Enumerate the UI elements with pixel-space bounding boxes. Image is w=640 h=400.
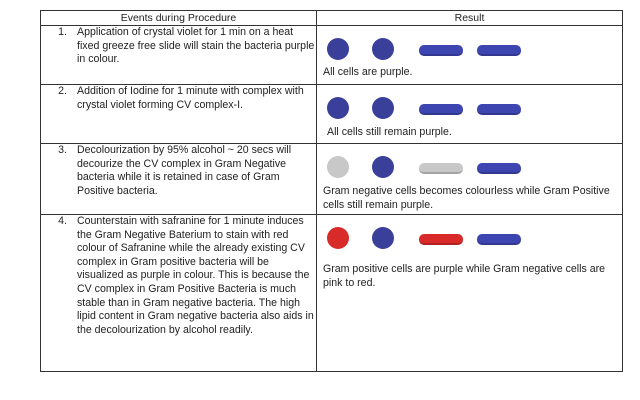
table-row bbox=[41, 144, 623, 215]
coccus-cell bbox=[327, 97, 349, 119]
event-text: Application of crystal violet for 1 min on a heat fixed greeze free slide will stain the bacteria purple in colour. bbox=[77, 26, 315, 66]
cell-illustration bbox=[327, 154, 617, 180]
coccus-cell bbox=[327, 227, 349, 249]
result-cell bbox=[317, 26, 623, 85]
rod-cell bbox=[477, 45, 521, 56]
event-cell bbox=[41, 144, 317, 215]
result-text: Gram negative cells becomes colourless while Gram Positive cells still remain purple. bbox=[323, 185, 610, 211]
coccus-cell bbox=[372, 97, 394, 119]
rod-cell bbox=[419, 45, 463, 56]
event-text: Addition of Iodine for 1 minute with complex with crystal violet forming CV complex-I. bbox=[77, 85, 304, 111]
coccus-cell bbox=[372, 38, 394, 60]
event-text: Counterstain with safranine for 1 minute induces the Gram Negative Baterium to stain with red colour of Safranine while the already existing CV complex in Gram positive bacteria will be visualized as purple in colour. This is because the CV complex in Gram Positive Bacteria is much stable than in Gram negative bacteria. The high lipid content in Gram negative bacteria also aids in the decolourization by alcohol readily. bbox=[77, 215, 314, 336]
result-text: Gram positive cells are purple while Gram negative cells are pink to red. bbox=[323, 263, 606, 289]
cell-illustration bbox=[327, 36, 617, 62]
step-number: 1. bbox=[58, 26, 67, 38]
result-text: All cells are purple. bbox=[323, 66, 413, 78]
header-result: Result bbox=[317, 11, 623, 26]
rod-cell bbox=[477, 163, 521, 174]
rod-cell bbox=[419, 104, 463, 115]
event-text: Decolourization by 95% alcohol ~ 20 secs will decourize the CV complex in Gram Negative bacteria while it is retained in case of Gram Positive bacteria. bbox=[77, 144, 292, 197]
result-text: All cells still remain purple. bbox=[327, 126, 452, 138]
rod-cell bbox=[477, 234, 521, 245]
cell-illustration bbox=[327, 95, 617, 121]
event-cell bbox=[41, 215, 317, 372]
coccus-cell bbox=[372, 227, 394, 249]
result-cell bbox=[317, 144, 623, 215]
event-cell bbox=[41, 26, 317, 85]
result-cell bbox=[317, 215, 623, 372]
step-number: 3. bbox=[58, 144, 67, 156]
rod-cell bbox=[419, 163, 463, 174]
rod-cell bbox=[477, 104, 521, 115]
coccus-cell bbox=[327, 38, 349, 60]
event-cell bbox=[41, 85, 317, 144]
header-events: Events during Procedure bbox=[41, 11, 317, 26]
coccus-cell bbox=[372, 156, 394, 178]
coccus-cell bbox=[327, 156, 349, 178]
step-number: 4. bbox=[58, 215, 67, 227]
procedure-table bbox=[40, 10, 623, 372]
rod-cell bbox=[419, 234, 463, 245]
result-cell bbox=[317, 85, 623, 144]
table-row bbox=[41, 85, 623, 144]
table-row bbox=[41, 215, 623, 372]
table-row bbox=[41, 26, 623, 85]
step-number: 2. bbox=[58, 85, 67, 97]
cell-illustration bbox=[327, 225, 617, 251]
